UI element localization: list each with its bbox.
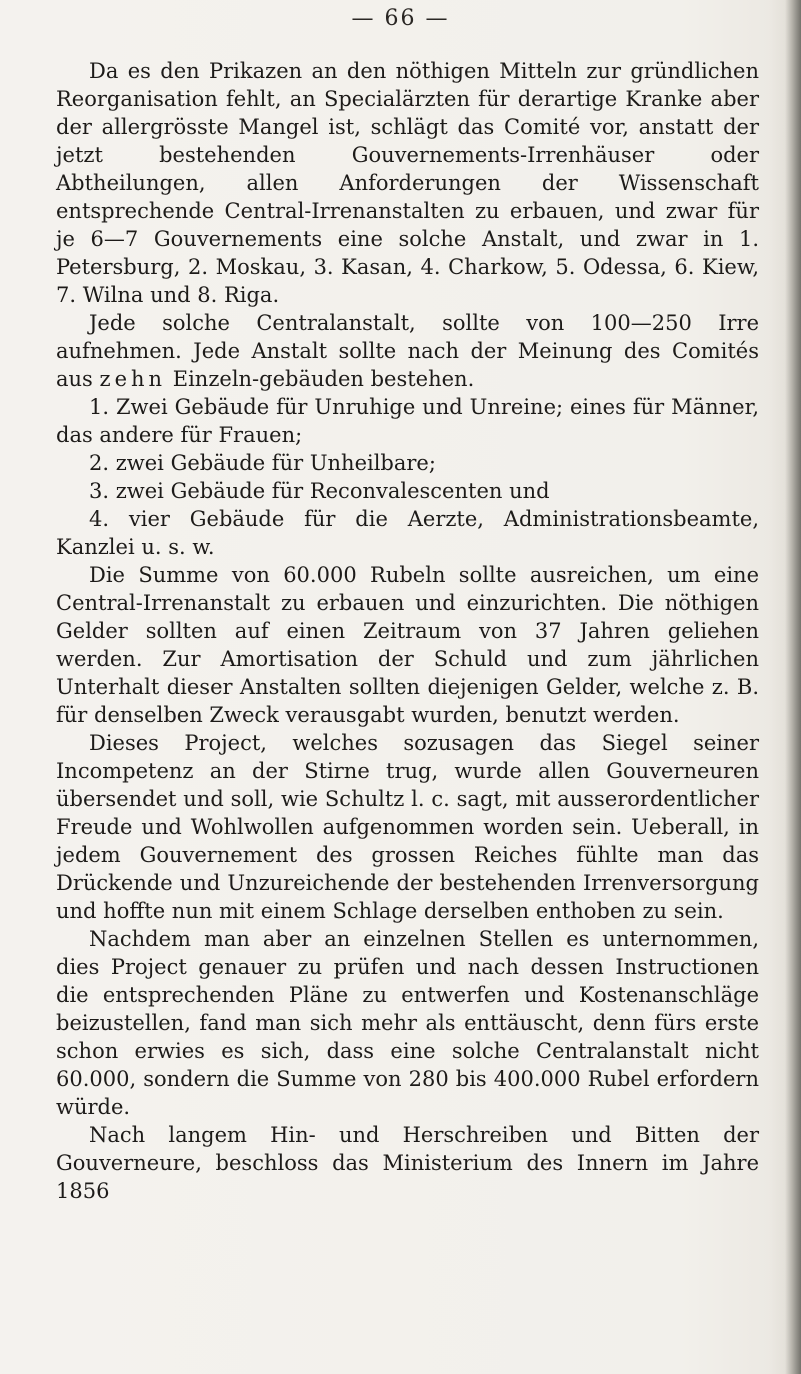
paragraph <box>56 309 759 393</box>
list-item: 3. zwei Gebäude für Reconvalescenten und <box>89 479 550 503</box>
paragraph: Dieses Project, welches sozusagen das Siegel seiner Incompetenz an der Stirne trug, wurde allen Gouverneuren übersendet und soll, wie Schultz l. c. sagt, mit ausserordentlicher Freude und Wohlwollen aufgenommen worden sein. Ueberall, in jedem Gouvernement des grossen Reiches fühlte man das Drückende und Unzureichende der bestehenden Irrenversorgung und hoffte nun mit einem Schlage derselben enthoben zu sein. <box>56 731 759 923</box>
list-item: 1. Zwei Gebäude für Unruhige und Unreine; eines für Männer, das andere für Frauen; <box>56 395 759 447</box>
paragraph: Da es den Prikazen an den nöthigen Mitteln zur gründlichen Reorganisation fehlt, an Specialärzten für derartige Kranke aber der allergrösste Mangel ist, schlägt das Comité vor, anstatt der jetzt bestehenden Gouvernements-Irrenhäuser oder Abtheilungen, allen Anforderungen der Wissenschaft entsprechende Central-Irrenanstalten zu erbauen, und zwar für je 6—7 Gouvernements eine solche Anstalt, und zwar in 1. Petersburg, 2. Moskau, 3. Kasan, 4. Charkow, 5. Odessa, 6. Kiew, 7. Wilna und 8. Riga. <box>56 59 759 307</box>
list-item: 4. vier Gebäude für die Aerzte, Administrationsbeamte, Kanzlei u. s. w. <box>56 507 759 559</box>
list-item: 2. zwei Gebäude für Unheilbare; <box>89 451 436 475</box>
emphasized-word: zehn <box>99 367 167 391</box>
paragraph: Die Summe von 60.000 Rubeln sollte ausreichen, um eine Central-Irrenanstalt zu erbauen und einzurichten. Die nöthigen Gelder sollten auf einen Zeitraum von 37 Jahren geliehen werden. Zur Amortisation der Schuld und zum jährlichen Unterhalt dieser Anstalten sollten diejenigen Gelder, welche z. B. für denselben Zweck verausgabt wurden, benutzt werden. <box>56 563 759 727</box>
text-run: Einzeln-gebäuden bestehen. <box>172 367 475 391</box>
page-edge-shadow <box>785 0 801 1374</box>
paragraph: Nach langem Hin- und Herschreiben und Bitten der Gouverneure, beschloss das Ministerium des Innern im Jahre 1856 <box>56 1123 759 1203</box>
paragraph: Nachdem man aber an einzelnen Stellen es unternommen, dies Project genauer zu prüfen und nach dessen Instructionen die entsprechenden Pläne zu entwerfen und Kostenanschläge beizustellen, fand man sich mehr als enttäuscht, denn fürs erste schon erwies es sich, dass eine solche Centralanstalt nicht 60.000, sondern die Summe von 280 bis 400.000 Rubel erfordern würde. <box>56 927 759 1119</box>
page-number: — 66 — <box>351 6 450 31</box>
text-run: Jede solche Centralanstalt, sollte von 100—250 Irre aufnehmen. Jede Anstalt sollte nach der Meinung des Comités aus <box>56 311 759 391</box>
body-text <box>56 57 759 1205</box>
